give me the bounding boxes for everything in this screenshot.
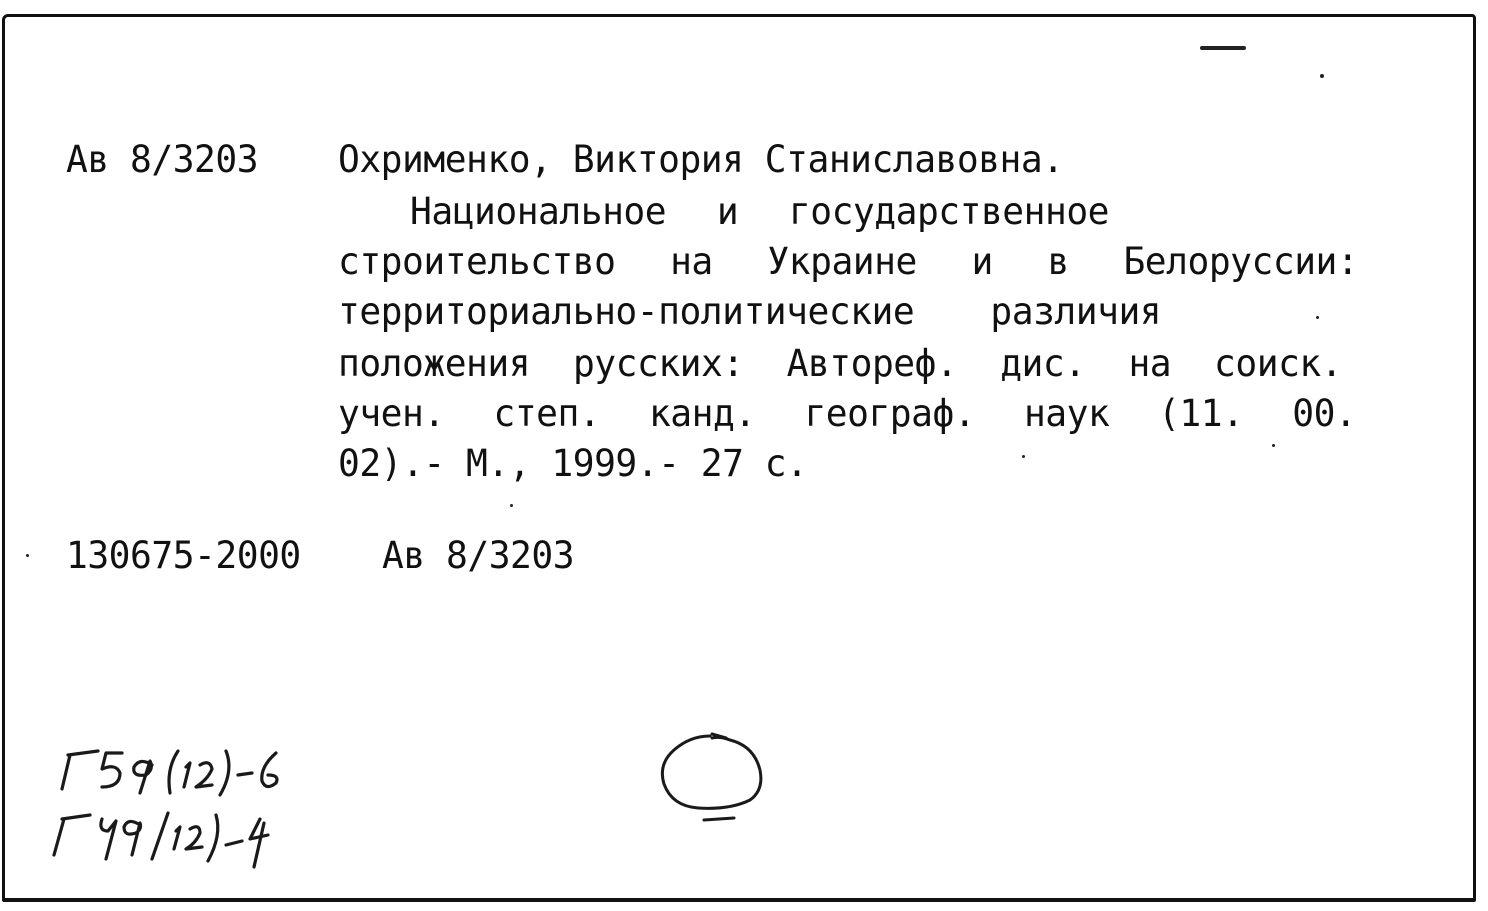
shelf-mark: Ав 8/3203: [66, 138, 259, 181]
inventory-number: 130675-2000: [66, 534, 301, 577]
stamp-oval-mark: [650, 722, 775, 832]
scan-speck: [1022, 455, 1025, 458]
scan-speck: [510, 504, 513, 507]
scan-speck: [1320, 74, 1324, 78]
title-line: учен. степ. канд. географ. наук (11. 00.: [338, 392, 1357, 435]
publication-line: 02).- М., 1999.- 27 с.: [338, 442, 808, 485]
handwritten-code-1: [62, 751, 277, 795]
title-line: положения русских: Автореф. дис. на соиск.: [338, 342, 1343, 385]
author-name: Охрименко, Виктория Станиславовна.: [338, 138, 1064, 181]
title-line: территориально-политические различия: [338, 290, 1162, 333]
scan-speck: [1272, 444, 1275, 447]
scan-speck: [1316, 316, 1319, 319]
scan-speck: [1200, 46, 1246, 50]
title-line: строительство на Украине и в Белоруссии:: [338, 240, 1359, 283]
handwritten-code-2: [54, 813, 268, 867]
title-line: Национальное и государственное: [410, 190, 1110, 233]
scan-speck: [26, 554, 29, 557]
handwritten-classification-codes: [40, 735, 380, 885]
shelf-mark-repeat: Ав 8/3203: [382, 534, 575, 577]
